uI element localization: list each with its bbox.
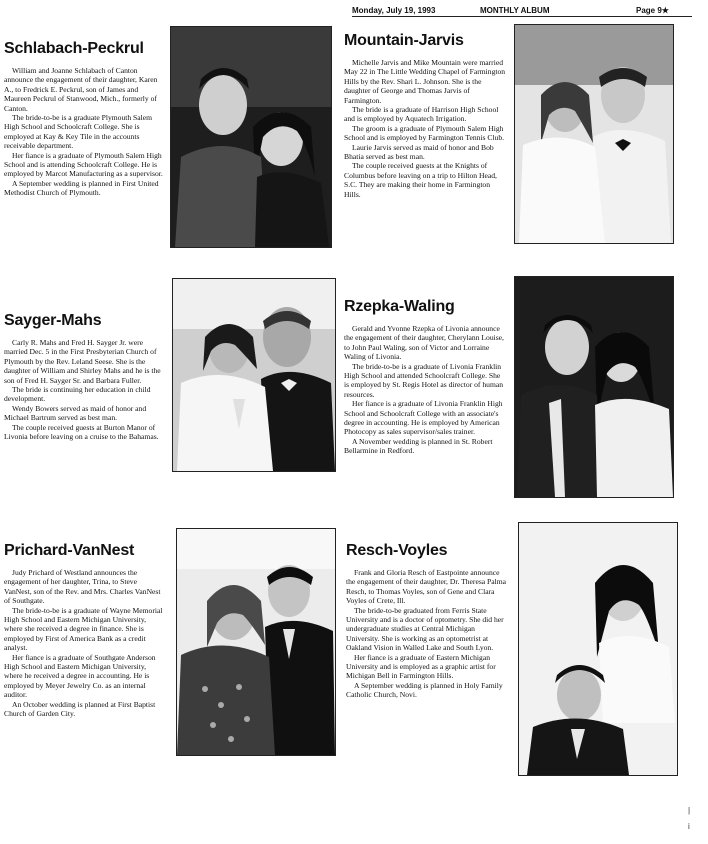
article-paragraph: Wendy Bowers served as maid of honor and Michael Bartrum served as best man.	[4, 403, 147, 423]
header-section: MONTHLY ALBUM	[480, 6, 550, 15]
article-paragraph: Her fiance is a graduate of Livonia Franklin High School and Schoolcraft College with an associate's degree in accounting. He is employed by American Photocopy as sales supervisor/sales trainer.	[344, 399, 503, 437]
page-header	[352, 4, 708, 18]
article-mountain-jarvis	[344, 32, 506, 199]
couple-photo-schlabach-peckrul	[170, 26, 332, 248]
article-paragraph: The groom is a graduate of Plymouth Salem High School and is employed by Farmington Tennis Club.	[344, 123, 505, 143]
article-paragraph: The bride is continuing her education in child development.	[4, 385, 151, 404]
article-prichard-vannest	[4, 542, 166, 719]
article-paragraph: An October wedding is planned at First Baptist Church of Garden City.	[4, 699, 156, 719]
article-paragraph: The couple received guests at Burton Manor of Livonia before leaving on a cruise to the Bahamas.	[4, 422, 159, 442]
article-body	[4, 66, 164, 198]
article-paragraph: A September wedding is planned in First United Methodist Church of Plymouth.	[4, 178, 159, 198]
article-body	[344, 58, 506, 199]
article-paragraph: Her fiance is a graduate of Eastern Michigan University and is employed as a graphic artist for Michigan Bell in Farmington Hills.	[346, 652, 496, 681]
article-body	[4, 338, 164, 441]
article-sayger-mahs	[4, 312, 164, 441]
article-paragraph: The couple received guests at the Knights of Columbus before leaving on a trip to Hilton Head, S.C. They are making their home in Farmington Hills.	[344, 161, 497, 199]
article-paragraph: The bride-to-be is a graduate Plymouth Salem High School and Schoolcraft College. She is employed at Kay & Key Tile in the accounts receivable department.	[4, 113, 153, 151]
article-title: Rzepka-Waling	[344, 298, 455, 315]
article-paragraph: A November wedding is planned in St. Robert Bellarmine in Redford.	[344, 436, 493, 456]
margin-tick: |	[688, 806, 691, 815]
article-paragraph: Michelle Jarvis and Mike Mountain were married May 22 in The Little Wedding Chapel of Farmington Hills by the Rev. Shari L. Johnson. She is the daughter of George and Thomas Jarvis of Farmington.	[344, 58, 506, 105]
article-resch-voyles	[346, 542, 508, 700]
article-title: Prichard-VanNest	[4, 542, 135, 559]
article-title: Sayger-Mahs	[4, 312, 102, 329]
article-title: Schlabach-Peckrul	[4, 40, 144, 57]
article-paragraph: The bride-to-be is a graduate of Livonia Franklin High School and attended Schoolcraft College. She is employed by St. Regis Hotel as director of human resources.	[344, 361, 504, 399]
article-paragraph: Her fiance is a graduate of Plymouth Salem High School and is attending Schoolcraft College. He is employed by Marcot Manufacturing as a supervisor.	[4, 150, 163, 179]
couple-photo-prichard-vannest	[176, 528, 336, 756]
couple-photo-sayger-mahs	[172, 278, 336, 472]
header-date: Monday, July 19, 1993	[352, 6, 436, 15]
article-paragraph: Judy Prichard of Westland announces the engagement of her daughter, Trina, to Steve VanNest, son of the Rev. and Mrs. Charles VanNest of Southgate.	[4, 568, 161, 606]
article-paragraph: Frank and Gloria Resch of Eastpointe announce the engagement of their daughter, Dr. Theresa Palma Resch, to Thomas Voyles, son of Gene and Clara Voyles of Crete, Ill.	[346, 568, 507, 606]
margin-tick: i	[688, 822, 690, 831]
article-body	[4, 568, 166, 719]
article-paragraph: The bride-to-be is a graduate of Wayne Memorial High School and Eastern Michigan University, where she received a degree in finance. She is employed by First of America Bank as a credit analyst.	[4, 605, 163, 653]
header-page-number: Page 9★	[636, 6, 669, 15]
article-rzepka-waling	[344, 298, 506, 456]
article-body	[346, 568, 508, 700]
article-title: Resch-Voyles	[346, 542, 448, 559]
couple-photo-mountain-jarvis	[514, 24, 674, 244]
article-paragraph: The bride is a graduate of Harrison High School and is employed by Aquatech Irrigation.	[344, 105, 499, 124]
article-paragraph: Carly R. Mahs and Fred H. Sayger Jr. were married Dec. 5 in the First Presbyterian Church of Plymouth by the Rev. Leland Seese. She is the daughter of William and Shirley Mahs and he is the son of Fred H. Sayger Sr. and Barbara Fuller.	[4, 338, 161, 385]
article-paragraph: Gerald and Yvonne Rzepka of Livonia announce the engagement of their daughter, Cherylann Louise, to John Paul Waling, son of Victor and Lorraine Waling of Livonia.	[344, 324, 504, 362]
article-paragraph: A September wedding is planned in Holy Family Catholic Church, Novi.	[346, 680, 503, 700]
article-schlabach-peckrul	[4, 40, 164, 198]
article-paragraph: Laurie Jarvis served as maid of honor and Bob Bhatia served as best man.	[344, 142, 494, 162]
header-rule	[352, 16, 692, 17]
couple-photo-rzepka-waling	[514, 276, 674, 498]
couple-photo-resch-voyles	[518, 522, 678, 776]
article-paragraph: The bride-to-be graduated from Ferris State University and is a doctor of optometry. She did her undergraduate studies at Central Michigan University. She is working as an optometrist at Oakland Vision in Walled Lake and South Lyon.	[346, 605, 504, 653]
article-title: Mountain-Jarvis	[344, 32, 464, 49]
article-paragraph: William and Joanne Schlabach of Canton announce the engagement of their daughter, Karen A., to Fredrick E. Peckrul, son of James and Maureen Peckrul of Stanwood, Mich., formerly of Canton.	[4, 66, 158, 113]
article-body	[344, 324, 506, 456]
article-paragraph: Her fiance is a graduate of Southgate Anderson High School and Eastern Michigan University, where he received a degree in accounting. He is employed by Meyer Jewelry Co. as an internal auditor.	[4, 652, 156, 700]
